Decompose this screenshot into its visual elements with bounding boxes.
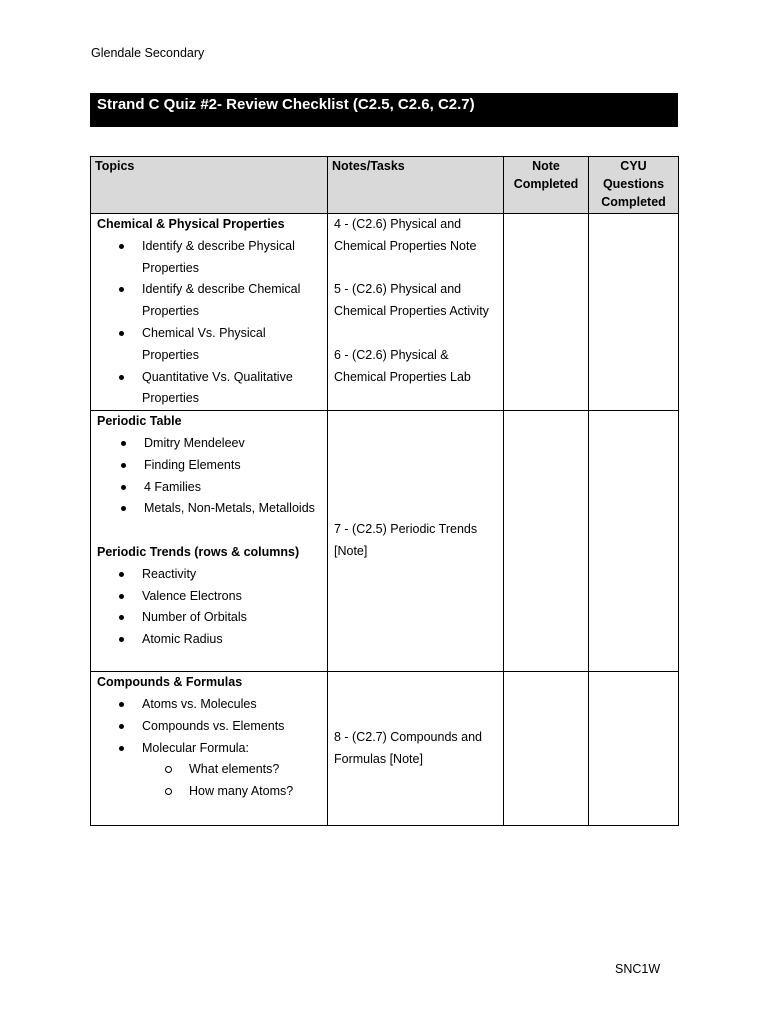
topic-heading: Periodic Table bbox=[97, 414, 182, 429]
col-header-topics: Topics bbox=[91, 157, 328, 214]
table-row bbox=[91, 214, 679, 411]
list-item: Number of Orbitals bbox=[119, 607, 321, 629]
list-item: Compounds vs. Elements bbox=[119, 716, 321, 738]
col-header-note-completed: Note Completed bbox=[504, 157, 589, 214]
review-checklist-table bbox=[90, 156, 679, 826]
note-completed-cell[interactable] bbox=[504, 411, 589, 672]
list-item: Valence Electrons bbox=[119, 586, 321, 608]
topics-cell bbox=[91, 411, 328, 672]
topic-heading: Periodic Trends (rows & columns) bbox=[97, 544, 300, 559]
table-row bbox=[91, 411, 679, 672]
topic-bullet-list bbox=[97, 564, 321, 651]
list-item: Quantitative Vs. Qualitative Properties bbox=[119, 367, 321, 411]
task-item: 7 - (C2.5) Periodic Trends [Note] bbox=[334, 522, 478, 559]
list-item: Molecular Formula: bbox=[119, 738, 321, 760]
list-item: Metals, Non-Metals, Metalloids bbox=[121, 498, 321, 520]
list-item: Atoms vs. Molecules bbox=[119, 694, 321, 716]
cyu-completed-cell[interactable] bbox=[589, 672, 679, 826]
topic-heading: Compounds & Formulas bbox=[97, 675, 243, 690]
topic-bullet-list bbox=[97, 694, 321, 759]
topics-cell bbox=[91, 672, 328, 826]
task-item: 4 - (C2.6) Physical and Chemical Properties Note bbox=[334, 217, 477, 253]
cyu-completed-cell[interactable] bbox=[589, 214, 679, 411]
task-item: 6 - (C2.6) Physical & Chemical Properties Lab bbox=[334, 347, 471, 384]
tasks-cell bbox=[328, 672, 504, 826]
school-name: Glendale Secondary bbox=[91, 46, 205, 60]
list-item: Chemical Vs. Physical Properties bbox=[119, 323, 321, 367]
list-item: Identify & describe Physical Properties bbox=[119, 236, 321, 280]
col-header-notes-tasks: Notes/Tasks bbox=[328, 157, 504, 214]
list-item: Identify & describe Chemical Properties bbox=[119, 279, 321, 323]
task-item: 8 - (C2.7) Compounds and Formulas [Note] bbox=[334, 729, 482, 766]
document-title: Strand C Quiz #2- Review Checklist (C2.5, C2.6, C2.7) bbox=[90, 93, 678, 127]
list-item: Reactivity bbox=[119, 564, 321, 586]
topic-bullet-list bbox=[97, 236, 321, 410]
course-code: SNC1W bbox=[615, 962, 661, 976]
list-item: What elements? bbox=[165, 759, 321, 781]
col-header-cyu-completed: CYU Questions Completed bbox=[589, 157, 679, 214]
note-completed-cell[interactable] bbox=[504, 214, 589, 411]
list-item: Finding Elements bbox=[121, 455, 321, 477]
topic-bullet-list bbox=[97, 433, 321, 520]
header-row bbox=[91, 157, 679, 214]
sub-bullet-list bbox=[97, 759, 321, 803]
cyu-completed-cell[interactable] bbox=[589, 411, 679, 672]
task-item: 5 - (C2.6) Physical and Chemical Properties Activity bbox=[334, 282, 489, 319]
list-item: Dmitry Mendeleev bbox=[121, 433, 321, 455]
tasks-cell bbox=[328, 411, 504, 672]
list-item: Atomic Radius bbox=[119, 629, 321, 651]
list-item: How many Atoms? bbox=[165, 781, 321, 803]
topic-heading: Chemical & Physical Properties bbox=[97, 217, 285, 231]
tasks-cell bbox=[328, 214, 504, 411]
note-completed-cell[interactable] bbox=[504, 672, 589, 826]
topics-cell bbox=[91, 214, 328, 411]
list-item: 4 Families bbox=[121, 477, 321, 499]
table-row bbox=[91, 672, 679, 826]
